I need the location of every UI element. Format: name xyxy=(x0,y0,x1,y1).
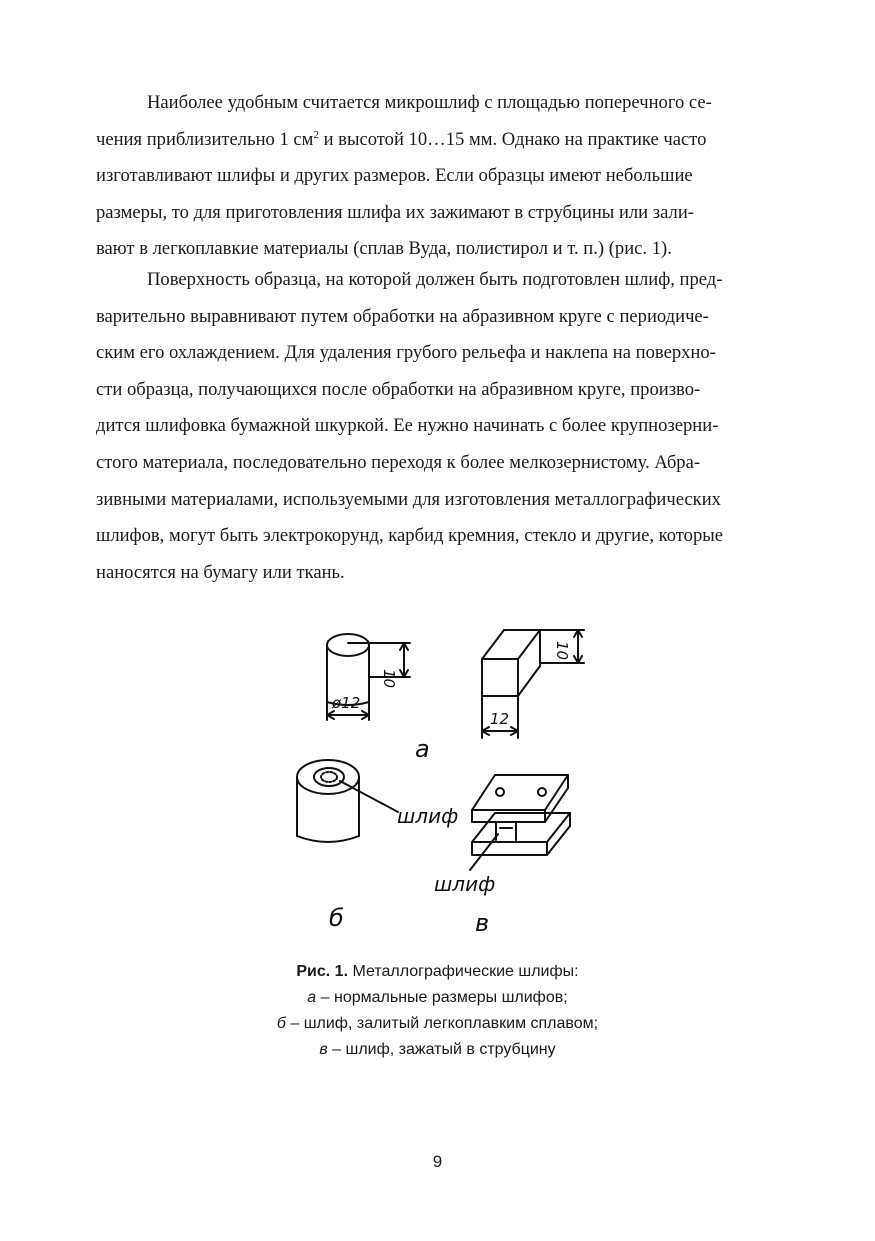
paragraph-2-line-2: варительно выравнивают путем обработки на абразивном круге с периодиче- xyxy=(96,305,709,327)
caption-title: Рис. 1. xyxy=(296,963,349,980)
page-number: 9 xyxy=(432,1152,443,1171)
paragraph-2-line-5: дится шлифовка бумажной шкуркой. Ее нужно начинать с более крупнозерни- xyxy=(96,415,719,437)
label-v: в xyxy=(475,909,490,937)
caption-line-v xyxy=(200,1037,675,1063)
caption-line-b xyxy=(200,1011,675,1037)
line-2-start: чения приблизительно 1 см xyxy=(96,128,314,150)
label-shlif-v: шлиф xyxy=(434,872,496,896)
caption-letter-b: б xyxy=(276,1015,286,1032)
superscript-2: 2 xyxy=(313,128,319,141)
paragraph-1 xyxy=(96,85,778,268)
caption-text-v: – шлиф, зажатый в струбцину xyxy=(327,1041,556,1058)
dim-height-cylinder: 10 xyxy=(380,669,398,689)
caption-title-line xyxy=(200,959,675,985)
caption-letter-a: а xyxy=(307,989,317,1006)
paragraph-1-line-1: Наиболее удобным считается микрошлиф с площадью поперечного се- xyxy=(147,92,712,113)
paragraph-2-line-9: наносятся на бумагу или ткань. xyxy=(96,561,345,583)
paragraph-1-line-2 xyxy=(96,122,778,159)
paragraph-1-line-3: изготавливают шлифы и других размеров. Если образцы имеют небольшие xyxy=(96,165,693,187)
paragraph-1-line-4: размеры, то для приготовления шлифа их зажимают в струбцины или зали- xyxy=(96,201,694,223)
label-a: а xyxy=(415,735,430,763)
paragraph-1-line-5: вают в легкоплавкие материалы (сплав Вуда, полистирол и т. п.) (рис. 1). xyxy=(96,238,672,260)
dim-diameter-cylinder: ø12 xyxy=(332,694,361,712)
paragraph-2-line-4: сти образца, получающихся после обработки на абразивном круге, произво- xyxy=(96,378,701,400)
caption-letter-v: в xyxy=(319,1041,328,1058)
line-2-end: и высотой 10…15 мм. Однако на практике часто xyxy=(318,128,707,150)
label-b: б xyxy=(329,904,344,932)
label-shlif-b: шлиф xyxy=(397,804,459,828)
paragraph-2-line-3: ским его охлаждением. Для удаления грубого рельефа и наклепа на поверхно- xyxy=(96,342,716,364)
caption-text-b: – шлиф, залитый легкоплавким сплавом; xyxy=(285,1015,599,1032)
figure-caption xyxy=(200,959,675,1063)
specimen-figure xyxy=(270,620,590,940)
clamp-specimen-drawing xyxy=(470,775,570,870)
caption-text-a: – нормальные размеры шлифов; xyxy=(316,989,568,1006)
caption-title-text: Металлографические шлифы: xyxy=(348,963,579,980)
caption-line-a xyxy=(200,985,675,1011)
embedded-specimen-drawing xyxy=(297,760,398,842)
paragraph-2-line-1: Поверхность образца, на которой должен быть подготовлен шлиф, пред- xyxy=(147,269,723,290)
paragraph-2-line-6: стого материала, последовательно переходя к более мелкозернистому. Абра- xyxy=(96,451,701,473)
paragraph-2 xyxy=(96,262,778,591)
dim-height-prism: 10 xyxy=(553,641,571,661)
paragraph-2-line-7: зивными материалами, используемыми для изготовления металлографических xyxy=(96,488,721,510)
paragraph-2-line-8: шлифов, могут быть электрокорунд, карбид кремния, стекло и другие, которые xyxy=(96,525,723,547)
dim-width-prism: 12 xyxy=(490,710,510,728)
